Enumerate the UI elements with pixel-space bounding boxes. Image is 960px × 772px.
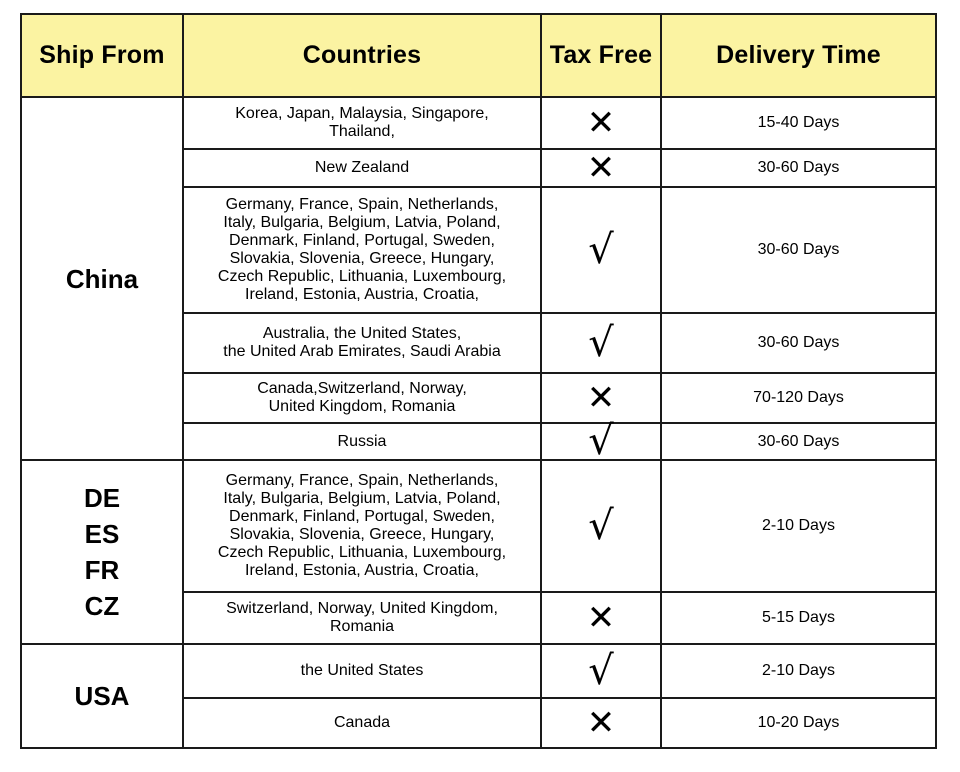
countries-cell: Australia, the United States, the United Arab Emirates, Saudi Arabia: [183, 313, 541, 373]
tax-free-cell: [541, 592, 661, 644]
header-tax-free: Tax Free: [541, 14, 661, 97]
header-ship-from: Ship From: [21, 14, 183, 97]
countries-cell: Germany, France, Spain, Netherlands, Italy, Bulgaria, Belgium, Latvia, Poland, Denmark, Finland, Portugal, Sweden, Slovakia, Slovenia, Greece, Hungary, Czech Republic, Lithuania, Luxembourg, Ireland, Estonia, Austria, Croatia,: [183, 187, 541, 313]
table-body: [21, 97, 936, 748]
ship-from-cell: [21, 644, 183, 748]
ship-from-origin: China: [65, 263, 139, 294]
delivery-time-cell: 30-60 Days: [661, 149, 936, 187]
ship-from-origin: ES: [84, 519, 120, 549]
check-icon: √: [588, 418, 614, 464]
countries-cell: the United States: [183, 644, 541, 698]
countries-cell: Switzerland, Norway, United Kingdom, Romania: [183, 592, 541, 644]
ship-from-origin: CZ: [84, 591, 120, 621]
table-row: [21, 460, 936, 592]
delivery-time-cell: 2-10 Days: [661, 644, 936, 698]
ship-from-cell: [21, 97, 183, 460]
cross-icon: ✕: [586, 103, 616, 143]
tax-free-cell: [541, 187, 661, 313]
countries-cell: New Zealand: [183, 149, 541, 187]
delivery-time-cell: 2-10 Days: [661, 460, 936, 592]
delivery-time-cell: 15-40 Days: [661, 97, 936, 149]
delivery-time-cell: 10-20 Days: [661, 698, 936, 748]
table-row: [21, 644, 936, 698]
shipping-table: [20, 13, 937, 749]
countries-cell: Canada: [183, 698, 541, 748]
countries-cell: Korea, Japan, Malaysia, Singapore, Thailand,: [183, 97, 541, 149]
cross-icon: ✕: [586, 148, 616, 188]
countries-cell: Russia: [183, 423, 541, 460]
ship-from-origin: DE: [83, 483, 121, 513]
delivery-time-cell: 30-60 Days: [661, 423, 936, 460]
ship-from-origin: USA: [74, 681, 130, 711]
tax-free-cell: [541, 313, 661, 373]
check-icon: √: [588, 319, 614, 366]
cross-icon: ✕: [586, 378, 616, 418]
tax-free-cell: [541, 644, 661, 698]
check-icon: √: [588, 647, 614, 694]
delivery-time-cell: 30-60 Days: [661, 313, 936, 373]
table-row: [21, 97, 936, 149]
cross-icon: ✕: [586, 703, 616, 743]
countries-cell: Germany, France, Spain, Netherlands, Italy, Bulgaria, Belgium, Latvia, Poland, Denmark, Finland, Portugal, Sweden, Slovakia, Slovenia, Greece, Hungary, Czech Republic, Lithuania, Luxembourg, Ireland, Estonia, Austria, Croatia,: [183, 460, 541, 592]
tax-free-cell: [541, 149, 661, 187]
tax-free-cell: [541, 460, 661, 592]
header-delivery-time: Delivery Time: [661, 14, 936, 97]
cross-icon: ✕: [586, 598, 616, 638]
check-icon: √: [588, 502, 614, 549]
header-row: [21, 14, 936, 97]
tax-free-cell: [541, 418, 661, 464]
tax-free-cell: [541, 97, 661, 149]
header-countries: Countries: [183, 14, 541, 97]
ship-from-cell: [21, 460, 183, 644]
delivery-time-cell: 30-60 Days: [661, 187, 936, 313]
tax-free-cell: [541, 373, 661, 423]
check-icon: √: [588, 226, 614, 273]
delivery-time-cell: 70-120 Days: [661, 373, 936, 423]
countries-cell: Canada,Switzerland, Norway, United Kingdom, Romania: [183, 373, 541, 423]
ship-from-origin: FR: [84, 555, 120, 585]
delivery-time-cell: 5-15 Days: [661, 592, 936, 644]
tax-free-cell: [541, 698, 661, 748]
